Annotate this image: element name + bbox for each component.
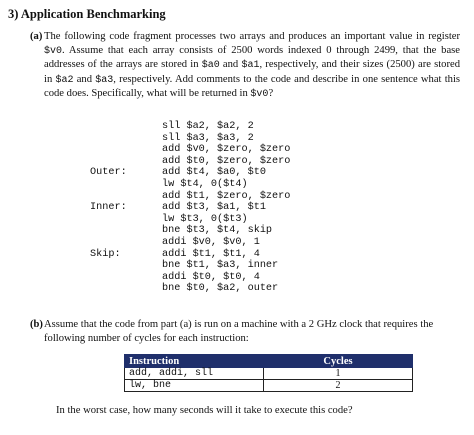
code-instruction: add $t4, $a0, $t0 (162, 167, 266, 179)
part-b-text: Assume that the code from part (a) is run on a machine with a 2 GHz clock that requires the following number of cycles for each instruction: (44, 319, 434, 344)
table-header-row (125, 355, 413, 368)
table-cell-cycles: 1 (264, 368, 413, 380)
code-instruction: add $t1, $zero, $zero (162, 190, 291, 202)
table-header-cycles: Cycles (264, 355, 413, 368)
code-instruction: sll $a3, $a3, 2 (162, 132, 254, 144)
part-a-text-5: and (73, 73, 96, 85)
table-row (125, 380, 413, 392)
code-instruction: bne $t1, $a3, inner (162, 260, 279, 272)
part-a-label: (a) (30, 31, 43, 42)
register-a0: $a0 (201, 60, 220, 72)
register-a2: $a2 (55, 74, 74, 86)
question-text: In the worst case, how many seconds will it take to execute this code? (56, 405, 353, 416)
register-a1: $a1 (241, 60, 260, 72)
part-b-label: (b) (30, 319, 43, 330)
page-title: 3) Application Benchmarking (8, 7, 166, 21)
part-a-text-6: , respectively. Add comments to the code and describe in one sentence what this code does. Specifically, what will be returned in (44, 73, 461, 100)
table-cell-cycles: 2 (264, 380, 413, 392)
part-a-text-7: ? (268, 88, 274, 100)
table-header-instruction: Instruction (125, 355, 264, 368)
part-a-text-1: The following code fragment processes two arrays and produces an important value in register (44, 31, 460, 42)
code-instruction: addi $v0, $v0, 1 (162, 236, 260, 248)
table-row (125, 368, 413, 380)
code-instruction: add $t3, $a1, $t1 (162, 202, 266, 214)
code-instruction: bne $t3, $t4, skip (162, 225, 273, 237)
table-cell-instruction: add, addi, sll (125, 368, 264, 380)
code-instruction: sll $a2, $a2, 2 (162, 121, 254, 132)
code-label-outer: Outer: (90, 167, 127, 179)
register-v0: $v0 (44, 45, 63, 57)
register-v0-end: $v0 (250, 89, 269, 101)
code-instruction: bne $t0, $a2, outer (162, 283, 279, 295)
code-label-inner: Inner: (90, 202, 127, 214)
code-label-skip: Skip: (90, 248, 121, 260)
cycles-table (124, 354, 413, 392)
code-instruction: add $t0, $zero, $zero (162, 155, 291, 167)
code-instruction: add $v0, $zero, $zero (162, 144, 291, 156)
part-a-text-2: . Assume that each array consists of 2500 words indexed 0 through 2499, that the base addresses of the arrays are stored in (44, 44, 460, 71)
code-instruction: addi $t0, $t0, 4 (162, 271, 260, 283)
code-instruction: lw $t4, 0($t4) (162, 178, 248, 190)
part-a-paragraph (30, 30, 461, 102)
table-cell-instruction: lw, bne (125, 380, 264, 392)
code-instruction: lw $t3, 0($t3) (162, 213, 248, 225)
register-a3: $a3 (95, 74, 114, 86)
part-a-text-3: and (219, 59, 242, 71)
code-instruction: addi $t1, $t1, 4 (162, 248, 260, 260)
part-b-paragraph (30, 318, 460, 345)
part-a-text-4: , respectively, and their sizes (2500) are stored in (44, 59, 461, 85)
